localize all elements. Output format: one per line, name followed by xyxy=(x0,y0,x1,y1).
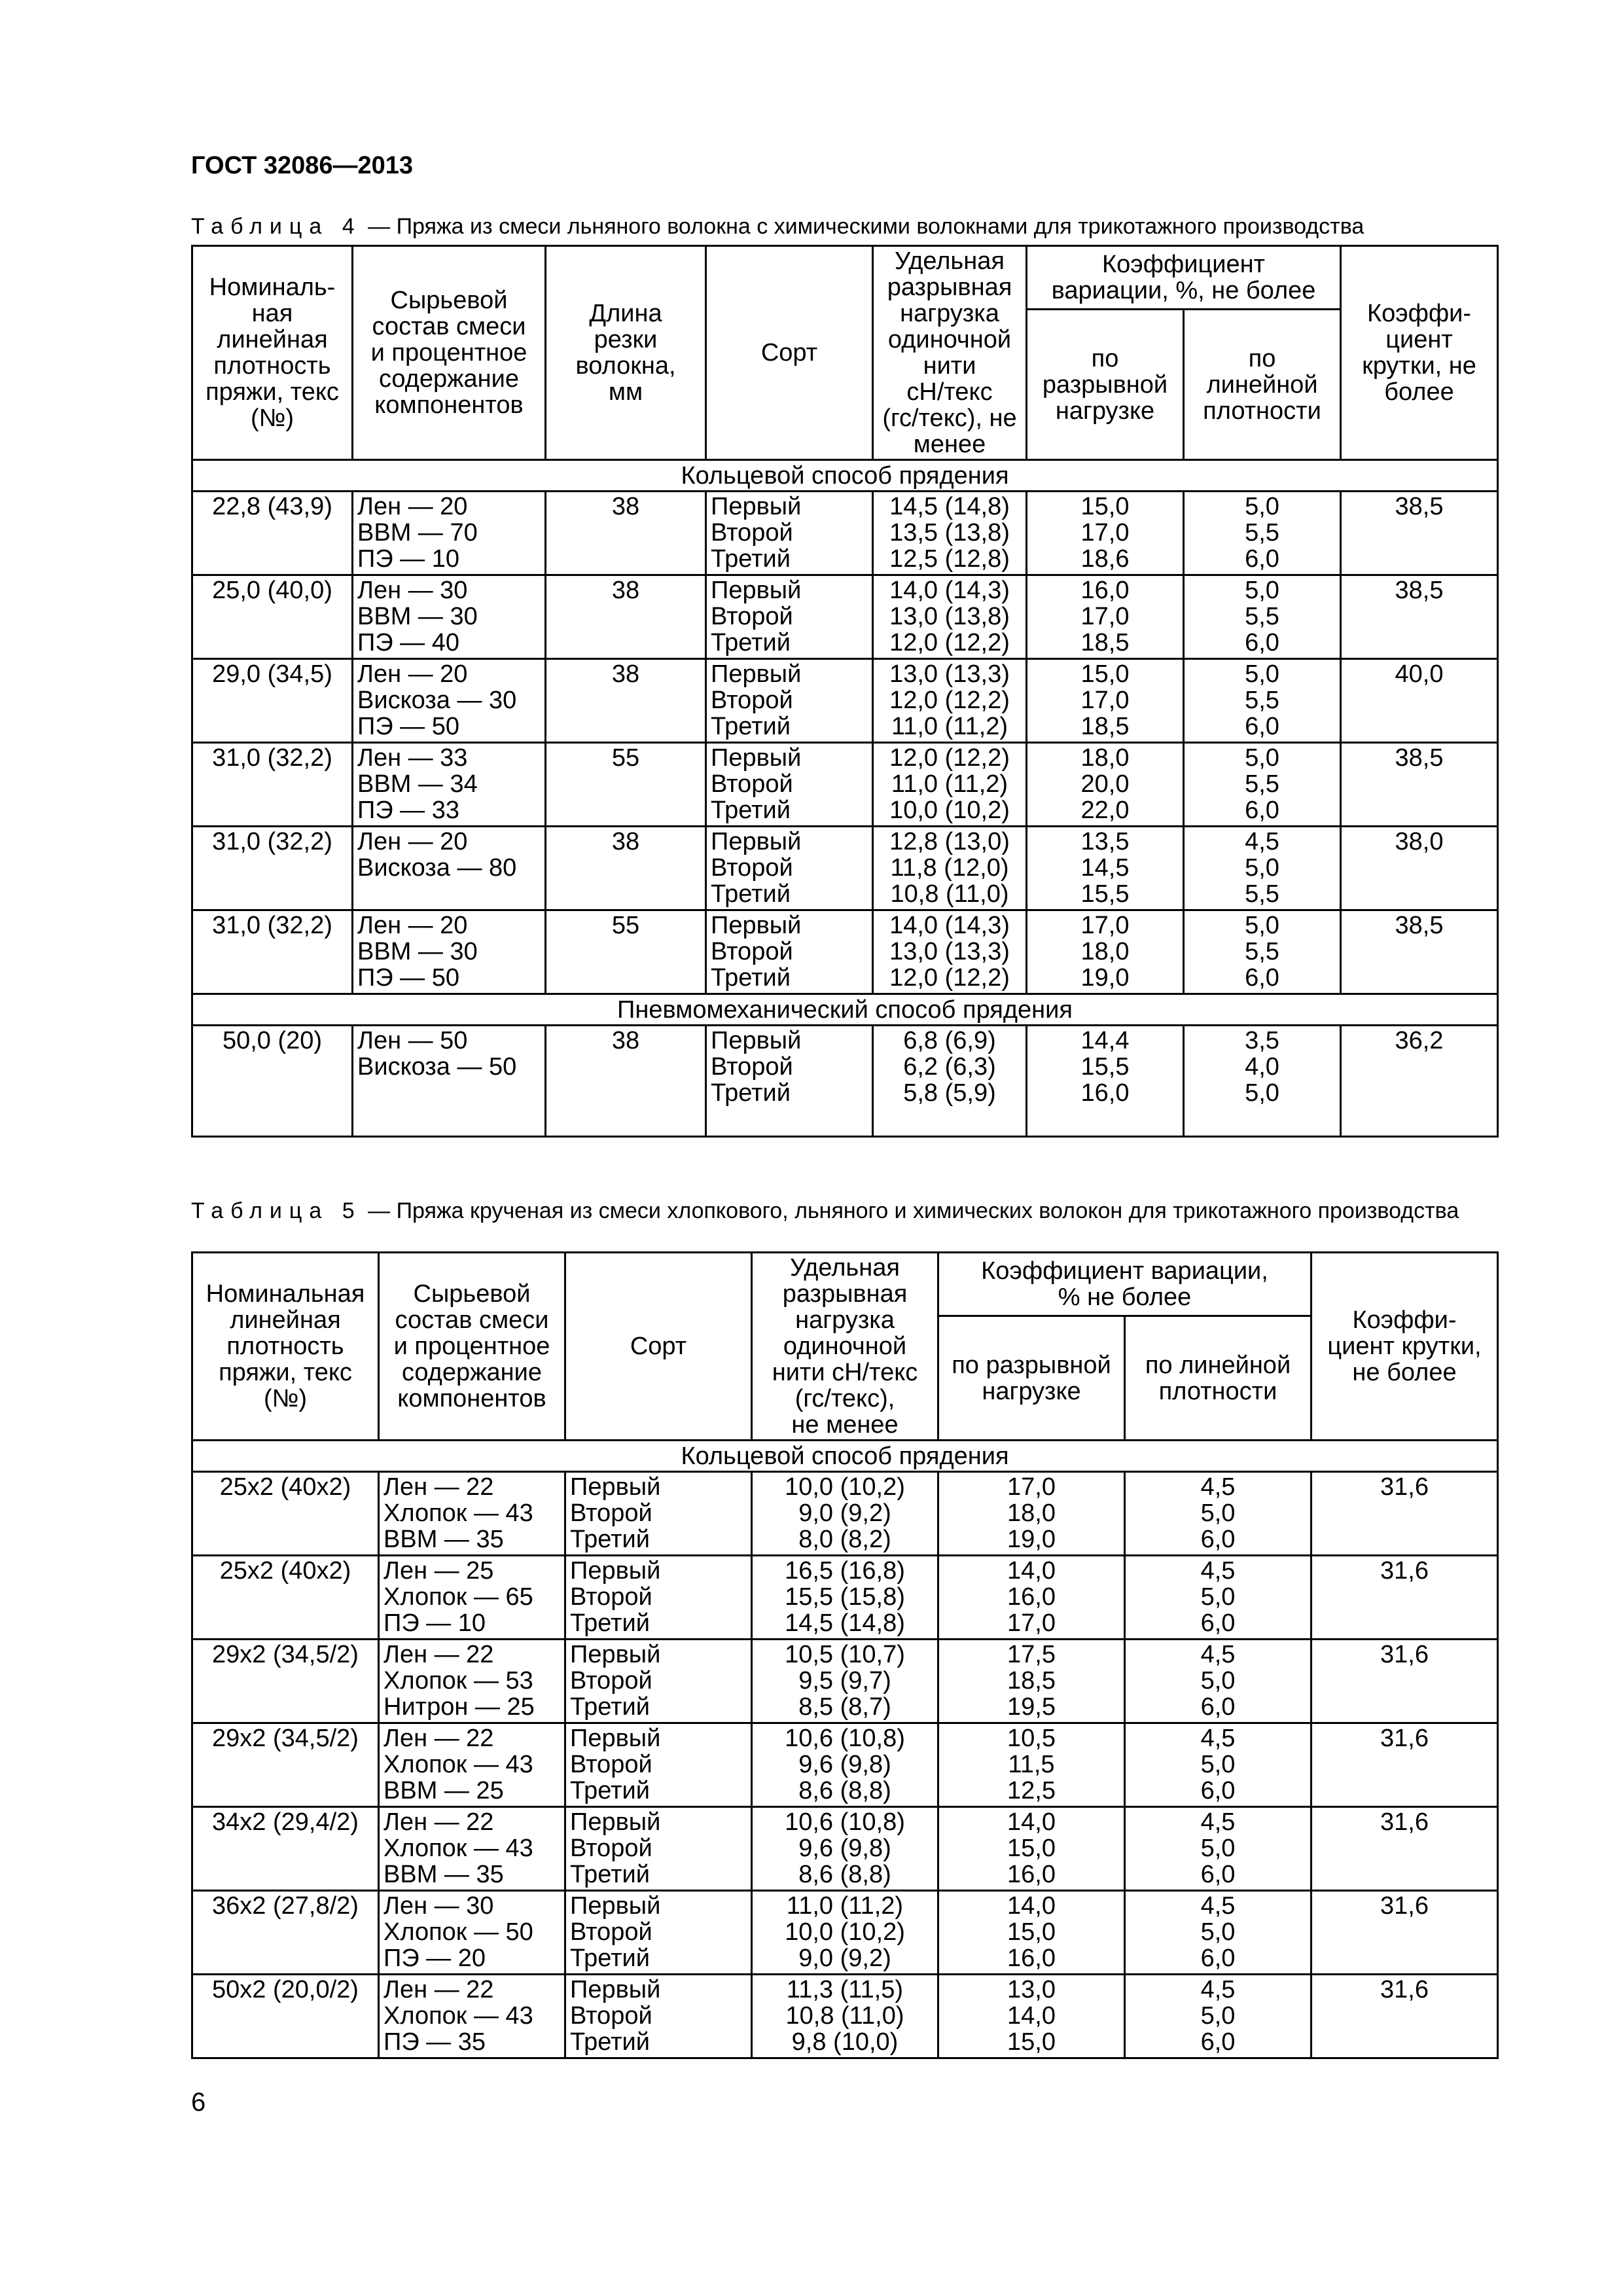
table-row xyxy=(192,1891,1498,1975)
table-row xyxy=(192,1472,1498,1556)
cell-composition: Лен — 30 ВВМ — 30 ПЭ — 40 xyxy=(353,575,546,659)
cell-grades: Первый Второй Третий xyxy=(565,1472,752,1556)
cell-load: 12,8 (13,0) 11,8 (12,0) 10,8 (11,0) xyxy=(873,827,1027,910)
table-row xyxy=(192,1556,1498,1640)
cell-variation-load: 18,0 20,0 22,0 xyxy=(1027,743,1184,827)
t5-header-variation: Коэффициент вариации, % не более xyxy=(938,1253,1311,1316)
cell-composition: Лен — 50 Вискоза — 50 xyxy=(353,1026,546,1137)
t5-header-twist: Коэффи- циент крутки, не более xyxy=(1311,1253,1498,1441)
cell-variation-density: 4,5 5,0 6,0 xyxy=(1125,1891,1311,1975)
cell-load: 14,0 (14,3) 13,0 (13,3) 12,0 (12,2) xyxy=(873,910,1027,994)
cell-variation-load: 16,0 17,0 18,5 xyxy=(1027,575,1184,659)
cell-variation-load: 10,5 11,5 12,5 xyxy=(938,1723,1125,1807)
t4-header-grade: Сорт xyxy=(706,246,873,460)
cell-composition: Лен — 25 Хлопок — 65 ПЭ — 10 xyxy=(379,1556,565,1640)
cell-twist: 31,6 xyxy=(1311,1640,1498,1723)
cell-load: 14,0 (14,3) 13,0 (13,8) 12,0 (12,2) xyxy=(873,575,1027,659)
cell-fiber-length: 38 xyxy=(546,575,706,659)
cell-fiber-length: 38 xyxy=(546,827,706,910)
cell-grades: Первый Второй Третий xyxy=(706,743,873,827)
cell-density: 25х2 (40х2) xyxy=(192,1556,379,1640)
cell-load: 12,0 (12,2) 11,0 (11,2) 10,0 (10,2) xyxy=(873,743,1027,827)
table4 xyxy=(191,245,1499,1138)
table-row xyxy=(192,1723,1498,1807)
cell-twist: 31,6 xyxy=(1311,1891,1498,1975)
t4-section-pneumo: Пневмомеханический способ прядения xyxy=(192,994,1498,1026)
cell-fiber-length: 38 xyxy=(546,492,706,575)
t4-header-variation: Коэффициент вариации, %, не более xyxy=(1027,246,1341,310)
cell-density: 25,0 (40,0) xyxy=(192,575,353,659)
cell-variation-density: 4,5 5,0 6,0 xyxy=(1125,1556,1311,1640)
cell-grades: Первый Второй Третий xyxy=(706,910,873,994)
t4-header-composition: Сырьевой состав смеси и процентное содержание компонентов xyxy=(353,246,546,460)
cell-load: 10,6 (10,8) 9,6 (9,8) 8,6 (8,8) xyxy=(752,1807,938,1891)
table-row xyxy=(192,1026,1498,1137)
cell-twist: 31,6 xyxy=(1311,1975,1498,2058)
cell-variation-density: 3,5 4,0 5,0 xyxy=(1184,1026,1341,1137)
cell-load: 14,5 (14,8) 13,5 (13,8) 12,5 (12,8) xyxy=(873,492,1027,575)
cell-density: 29х2 (34,5/2) xyxy=(192,1640,379,1723)
cell-grades: Первый Второй Третий xyxy=(565,1556,752,1640)
cell-twist: 36,2 xyxy=(1341,1026,1498,1137)
page-number: 6 xyxy=(191,2088,206,2117)
cell-composition: Лен — 20 ВВМ — 70 ПЭ — 10 xyxy=(353,492,546,575)
cell-composition: Лен — 20 Вискоза — 80 xyxy=(353,827,546,910)
cell-variation-density: 5,0 5,5 6,0 xyxy=(1184,659,1341,743)
cell-grades: Первый Второй Третий xyxy=(565,1891,752,1975)
cell-density: 31,0 (32,2) xyxy=(192,827,353,910)
cell-grades: Первый Второй Третий xyxy=(565,1975,752,2058)
cell-grades: Первый Второй Третий xyxy=(565,1723,752,1807)
cell-variation-load: 13,5 14,5 15,5 xyxy=(1027,827,1184,910)
cell-variation-density: 4,5 5,0 5,5 xyxy=(1184,827,1341,910)
cell-load: 13,0 (13,3) 12,0 (12,2) 11,0 (11,2) xyxy=(873,659,1027,743)
cell-variation-load: 14,0 15,0 16,0 xyxy=(938,1891,1125,1975)
table5-caption-text: — Пряжа крученая из смеси хлопкового, льняного и химических волокон для трикотажного производства xyxy=(361,1198,1459,1223)
cell-variation-density: 5,0 5,5 6,0 xyxy=(1184,743,1341,827)
cell-variation-load: 15,0 17,0 18,5 xyxy=(1027,659,1184,743)
t5-header-variation-density: по линейной плотности xyxy=(1125,1316,1311,1441)
cell-fiber-length: 55 xyxy=(546,910,706,994)
cell-fiber-length: 38 xyxy=(546,659,706,743)
cell-variation-density: 5,0 5,5 6,0 xyxy=(1184,575,1341,659)
cell-density: 50х2 (20,0/2) xyxy=(192,1975,379,2058)
cell-variation-density: 4,5 5,0 6,0 xyxy=(1125,1975,1311,2058)
cell-variation-density: 4,5 5,0 6,0 xyxy=(1125,1723,1311,1807)
t4-header-fiber-length: Длина резки волокна, мм xyxy=(546,246,706,460)
cell-twist: 38,0 xyxy=(1341,827,1498,910)
cell-composition: Лен — 20 Вискоза — 30 ПЭ — 50 xyxy=(353,659,546,743)
cell-grades: Первый Второй Третий xyxy=(565,1807,752,1891)
cell-variation-density: 5,0 5,5 6,0 xyxy=(1184,910,1341,994)
cell-variation-density: 4,5 5,0 6,0 xyxy=(1125,1640,1311,1723)
cell-load: 6,8 (6,9) 6,2 (6,3) 5,8 (5,9) xyxy=(873,1026,1027,1137)
cell-density: 50,0 (20) xyxy=(192,1026,353,1137)
cell-composition: Лен — 22 Хлопок — 43 ВВМ — 35 xyxy=(379,1472,565,1556)
cell-density: 22,8 (43,9) xyxy=(192,492,353,575)
t4-header-load: Удельная разрывная нагрузка одиночной нити сН/текс (гс/текс), не менее xyxy=(873,246,1027,460)
cell-variation-load: 13,0 14,0 15,0 xyxy=(938,1975,1125,2058)
cell-composition: Лен — 22 Хлопок — 43 ПЭ — 35 xyxy=(379,1975,565,2058)
cell-composition: Лен — 22 Хлопок — 43 ВВМ — 35 xyxy=(379,1807,565,1891)
table-row xyxy=(192,1640,1498,1723)
t4-header-density: Номиналь- ная линейная плотность пряжи, текс (№) xyxy=(192,246,353,460)
cell-density: 34х2 (29,4/2) xyxy=(192,1807,379,1891)
cell-variation-load: 14,0 16,0 17,0 xyxy=(938,1556,1125,1640)
cell-composition: Лен — 20 ВВМ — 30 ПЭ — 50 xyxy=(353,910,546,994)
cell-fiber-length: 38 xyxy=(546,1026,706,1137)
table-row xyxy=(192,492,1498,575)
cell-twist: 31,6 xyxy=(1311,1556,1498,1640)
cell-density: 31,0 (32,2) xyxy=(192,743,353,827)
table-row xyxy=(192,827,1498,910)
cell-density: 29х2 (34,5/2) xyxy=(192,1723,379,1807)
document-header: ГОСТ 32086—2013 xyxy=(191,152,414,179)
t4-header-variation-load: по разрывной нагрузке xyxy=(1027,310,1184,460)
cell-variation-load: 17,5 18,5 19,5 xyxy=(938,1640,1125,1723)
cell-composition: Лен — 30 Хлопок — 50 ПЭ — 20 xyxy=(379,1891,565,1975)
cell-variation-load: 14,0 15,0 16,0 xyxy=(938,1807,1125,1891)
table-row xyxy=(192,575,1498,659)
cell-twist: 38,5 xyxy=(1341,743,1498,827)
table5-caption xyxy=(191,1199,1493,1223)
table4-caption-text: — Пряжа из смеси льняного волокна с химическими волокнами для трикотажного производства xyxy=(361,214,1364,239)
cell-twist: 31,6 xyxy=(1311,1807,1498,1891)
cell-fiber-length: 55 xyxy=(546,743,706,827)
cell-load: 11,0 (11,2) 10,0 (10,2) 9,0 (9,2) xyxy=(752,1891,938,1975)
cell-composition: Лен — 22 Хлопок — 43 ВВМ — 25 xyxy=(379,1723,565,1807)
cell-twist: 40,0 xyxy=(1341,659,1498,743)
cell-load: 11,3 (11,5) 10,8 (11,0) 9,8 (10,0) xyxy=(752,1975,938,2058)
cell-composition: Лен — 22 Хлопок — 53 Нитрон — 25 xyxy=(379,1640,565,1723)
cell-variation-load: 17,0 18,0 19,0 xyxy=(1027,910,1184,994)
t5-header-grade: Сорт xyxy=(565,1253,752,1441)
t5-header-density: Номинальная линейная плотность пряжи, текс (№) xyxy=(192,1253,379,1441)
cell-twist: 31,6 xyxy=(1311,1723,1498,1807)
t4-section-ring: Кольцевой способ прядения xyxy=(192,460,1498,492)
cell-load: 10,0 (10,2) 9,0 (9,2) 8,0 (8,2) xyxy=(752,1472,938,1556)
t5-header-load: Удельная разрывная нагрузка одиночной нити сН/текс (гс/текс), не менее xyxy=(752,1253,938,1441)
cell-grades: Первый Второй Третий xyxy=(706,659,873,743)
cell-grades: Первый Второй Третий xyxy=(706,575,873,659)
cell-load: 16,5 (16,8) 15,5 (15,8) 14,5 (14,8) xyxy=(752,1556,938,1640)
cell-variation-density: 4,5 5,0 6,0 xyxy=(1125,1472,1311,1556)
cell-load: 10,5 (10,7) 9,5 (9,7) 8,5 (8,7) xyxy=(752,1640,938,1723)
cell-twist: 38,5 xyxy=(1341,910,1498,994)
table-row xyxy=(192,910,1498,994)
cell-variation-load: 14,4 15,5 16,0 xyxy=(1027,1026,1184,1137)
cell-grades: Первый Второй Третий xyxy=(706,827,873,910)
cell-twist: 31,6 xyxy=(1311,1472,1498,1556)
cell-density: 31,0 (32,2) xyxy=(192,910,353,994)
table-row xyxy=(192,659,1498,743)
cell-density: 25х2 (40х2) xyxy=(192,1472,379,1556)
cell-grades: Первый Второй Третий xyxy=(706,492,873,575)
table4-caption xyxy=(191,215,1500,238)
cell-density: 29,0 (34,5) xyxy=(192,659,353,743)
table-row xyxy=(192,1975,1498,2058)
cell-composition: Лен — 33 ВВМ — 34 ПЭ — 33 xyxy=(353,743,546,827)
cell-density: 36х2 (27,8/2) xyxy=(192,1891,379,1975)
t4-header-variation-density: по линейной плотности xyxy=(1184,310,1341,460)
t5-section-ring: Кольцевой способ прядения xyxy=(192,1441,1498,1472)
cell-twist: 38,5 xyxy=(1341,492,1498,575)
cell-grades: Первый Второй Третий xyxy=(706,1026,873,1137)
cell-twist: 38,5 xyxy=(1341,575,1498,659)
cell-load: 10,6 (10,8) 9,6 (9,8) 8,6 (8,8) xyxy=(752,1723,938,1807)
cell-variation-density: 4,5 5,0 6,0 xyxy=(1125,1807,1311,1891)
table5 xyxy=(191,1251,1499,2059)
table5-caption-label: Таблица 5 xyxy=(191,1198,362,1223)
cell-variation-density: 5,0 5,5 6,0 xyxy=(1184,492,1341,575)
cell-grades: Первый Второй Третий xyxy=(565,1640,752,1723)
table-row xyxy=(192,743,1498,827)
t4-header-twist: Коэффи- циент крутки, не более xyxy=(1341,246,1498,460)
cell-variation-load: 15,0 17,0 18,6 xyxy=(1027,492,1184,575)
table4-caption-label: Таблица 4 xyxy=(191,214,362,239)
t5-header-variation-load: по разрывной нагрузке xyxy=(938,1316,1125,1441)
t5-header-composition: Сырьевой состав смеси и процентное содержание компонентов xyxy=(379,1253,565,1441)
cell-variation-load: 17,0 18,0 19,0 xyxy=(938,1472,1125,1556)
table-row xyxy=(192,1807,1498,1891)
